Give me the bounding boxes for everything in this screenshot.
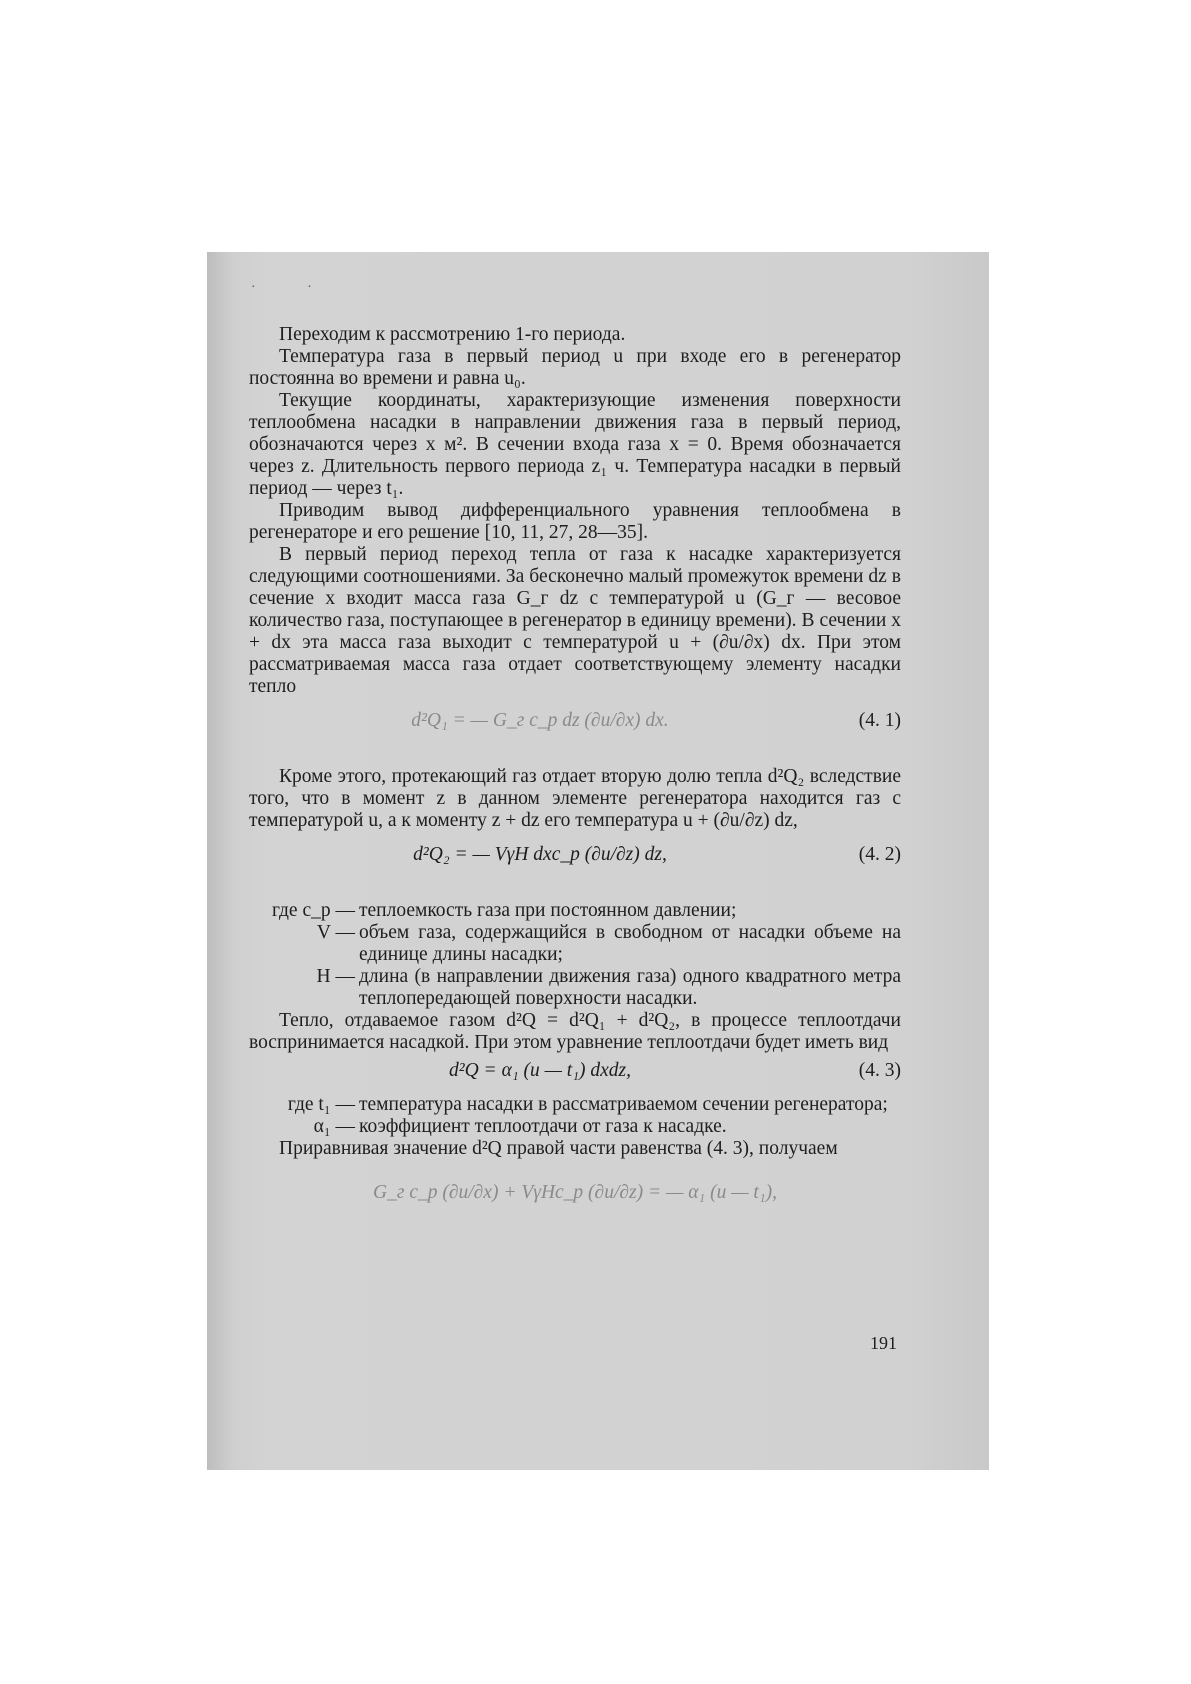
definition-text: длина (в направлении движения газа) одного квадратного метра теплопередающей поверхности насадки. xyxy=(359,966,901,1009)
definition-v xyxy=(249,922,901,966)
definition-lead: V — xyxy=(316,922,355,943)
definition-text: теплоемкость газа при постоянном давлении; xyxy=(359,900,737,921)
definition-lead: где t₁ — xyxy=(287,1094,355,1115)
scanned-page xyxy=(207,252,989,1470)
paragraph-coordinates: Текущие координаты, характеризующие изменения поверхности теплообмена насадки в направлении движения газа в первый период, обозначаются через x м². В сечении входа газа x = 0. Время обозначается через z. Длительность первого периода z₁ ч. Температура насадки в первый период — через t₁. xyxy=(249,390,901,499)
equation-final-formula: G_г c_p (∂u/∂x) + VγHc_p (∂u/∂z) = — α₁ (u — t₁), xyxy=(373,1182,777,1203)
paragraph-derivation: Приводим вывод дифференциального уравнения теплообмена в регенераторе и его решение [10, 11, 27, 28—35]. xyxy=(249,500,901,543)
definition-lead: где c_p — xyxy=(271,900,355,921)
definition-text: объем газа, содержащийся в свободном от насадки объеме на единице длины насадки; xyxy=(359,922,901,965)
definition-cp xyxy=(249,900,901,922)
paragraph-equating: Приравнивая значение d²Q правой части равенства (4. 3), получаем xyxy=(279,1138,838,1159)
paragraph-heat-absorption: Тепло, отдаваемое газом d²Q = d²Q₁ + d²Q₂, в процессе теплоотдачи воспринимается насадкой. При этом уравнение теплоотдачи будет иметь вид xyxy=(249,1010,901,1053)
paragraph-second-heat: Кроме этого, протекающий газ отдает вторую долю тепла d²Q₂ вследствие того, что в момент z в данном элементе регенератора находится газ с температурой u, а к моменту z + dz его температура u + (∂u/∂z) dz, xyxy=(249,766,901,831)
definition-t1 xyxy=(249,1094,901,1116)
definition-lead: H — xyxy=(316,966,355,987)
equation-final xyxy=(249,1160,901,1220)
definition-alpha1 xyxy=(249,1116,901,1138)
paragraph-gas-temperature: Температура газа в первый период u при входе его в регенератор постоянна во времени и равна u₀. xyxy=(249,346,901,389)
definition-text: коэффициент теплоотдачи от газа к насадке. xyxy=(359,1116,727,1137)
equation-4-1 xyxy=(249,698,901,752)
paragraph-intro: Переходим к рассмотрению 1-го периода. xyxy=(279,324,626,345)
equation-4-3-formula: d²Q = α₁ (u — t₁) dxdz, xyxy=(449,1060,631,1081)
scan-specks: · · xyxy=(251,280,336,295)
equation-4-2-number: (4. 2) xyxy=(858,844,901,865)
paragraph-heat-transfer: В первый период переход тепла от газа к насадке характеризуется следующими соотношениями. За бесконечно малый промежуток времени dz в сечение x входит масса газа G_г dz с температурой u (G_г — весовое количество газа, поступающее в регенератор в единицу времени). В сечении x + dx эта масса газа выходит с температурой u + (∂u/∂x) dx. При этом рассматриваемая масса газа отдает соответствующему элементу насадки тепло xyxy=(249,544,901,697)
equation-4-3-number: (4. 3) xyxy=(858,1060,901,1081)
definition-h xyxy=(249,966,901,1010)
equation-4-2 xyxy=(249,832,901,886)
equation-4-2-formula: d²Q₂ = — VγH dxc_p (∂u/∂z) dz, xyxy=(413,844,667,865)
page-number: 191 xyxy=(870,1333,897,1353)
equation-4-1-number: (4. 1) xyxy=(858,710,901,731)
definition-lead: α₁ — xyxy=(313,1116,355,1137)
equation-4-3 xyxy=(249,1054,901,1094)
page-body xyxy=(249,324,901,1220)
equation-4-1-formula: d²Q₁ = — G_г c_p dz (∂u/∂x) dx. xyxy=(411,710,669,731)
definition-text: температура насадки в рассматриваемом сечении регенератора; xyxy=(359,1094,888,1115)
